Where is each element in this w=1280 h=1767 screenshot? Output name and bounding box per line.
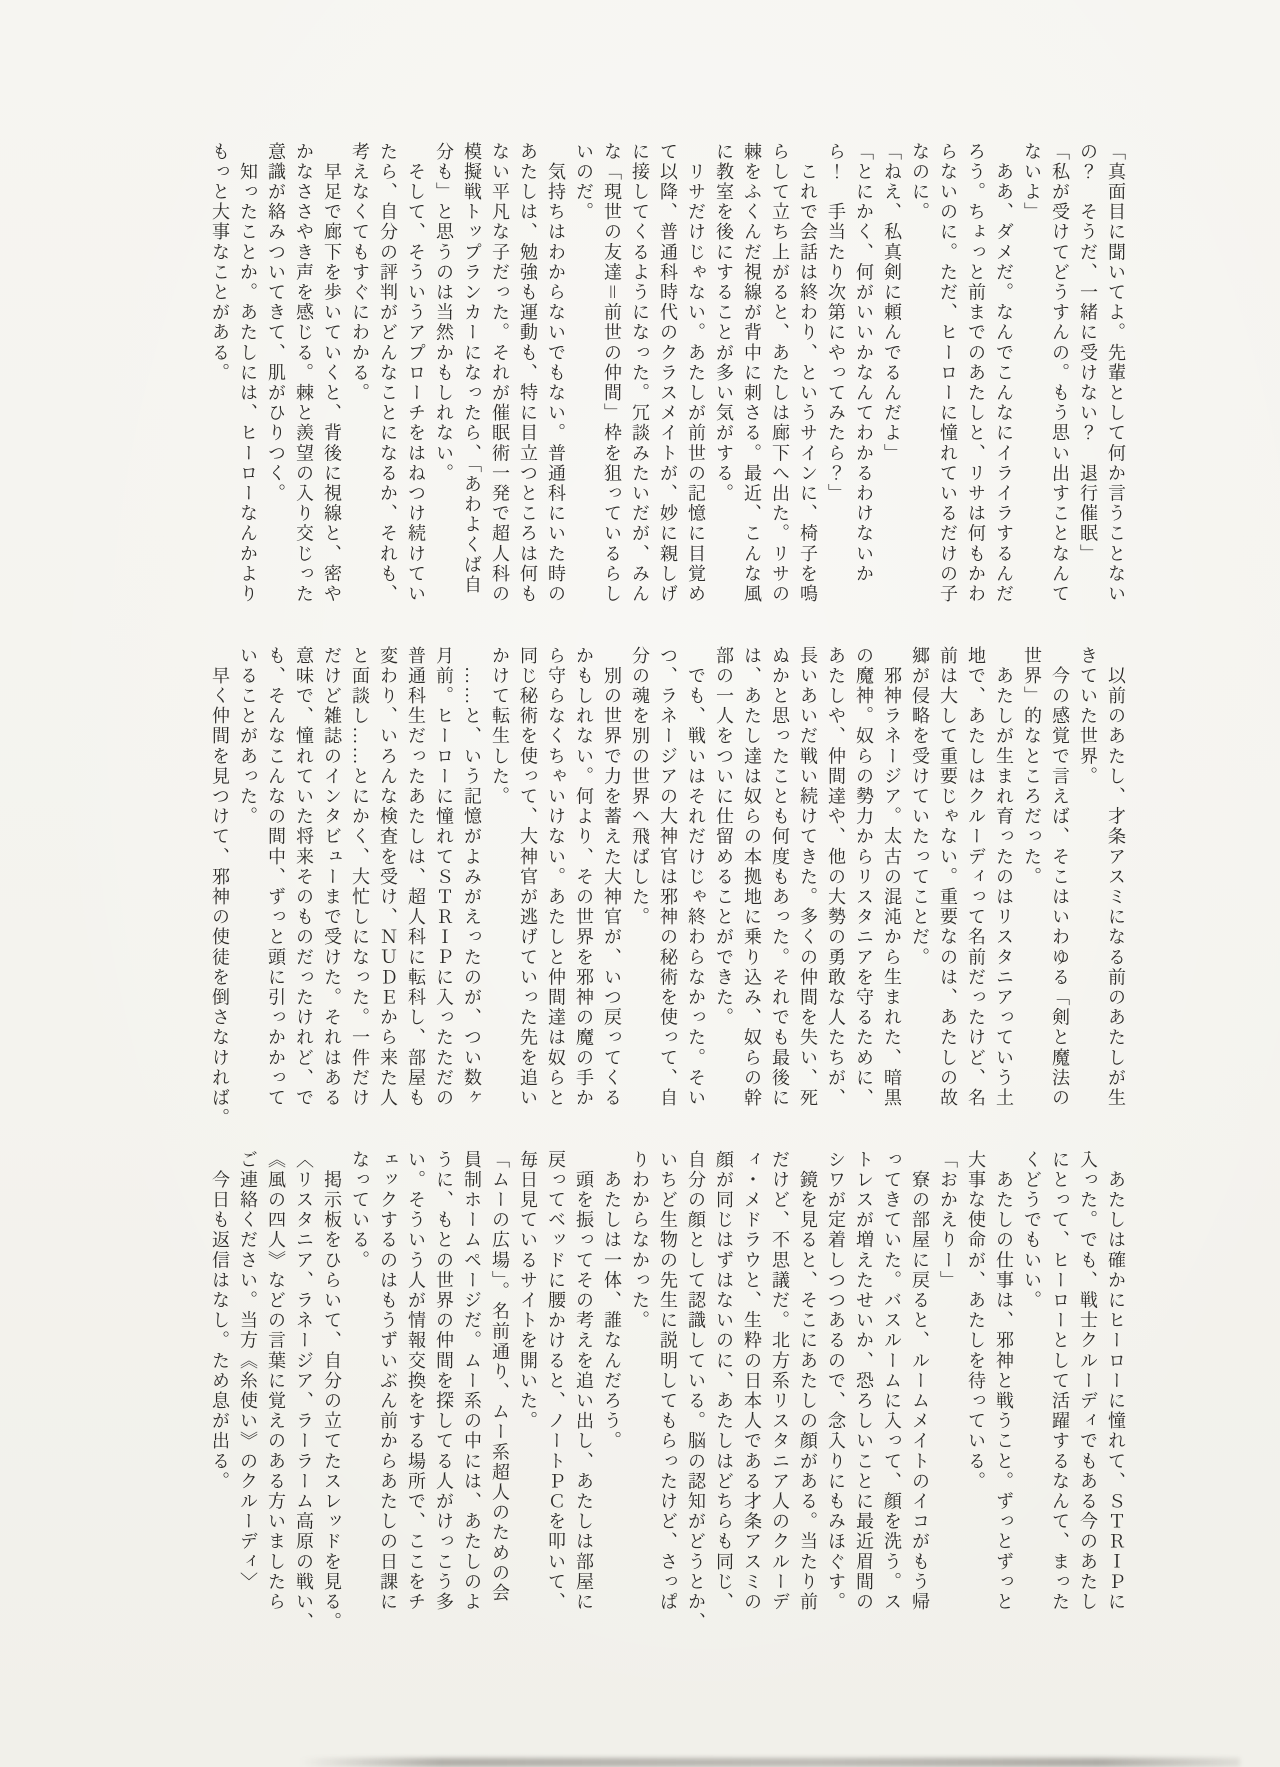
text-line: 以前のあたし、才条アスミになる前のあたしが生 bbox=[1106, 646, 1126, 1109]
text-line: 変わり、いろんな検査を受け、ＮＵＤＥから来た人 bbox=[378, 646, 398, 1109]
text-line: は、あたし達は奴らの本拠地に乗り込み、奴らの幹 bbox=[742, 646, 762, 1109]
text-line: 今日も返信はなし。ため息が出る。 bbox=[210, 1150, 230, 1492]
text-line: 〈リスタニア、ラネージア、ラーラーム高原の戦い、 bbox=[294, 1150, 314, 1633]
text-line: あたしは、勉強も運動も、特に目立つところは何も bbox=[518, 142, 538, 605]
text-line: いちど生物の先生に説明してもらったけど、さっぱ bbox=[658, 1150, 678, 1613]
text-line: リサだけじゃない。あたしが前世の記憶に目覚め bbox=[686, 142, 706, 605]
text-block-top bbox=[206, 142, 1130, 608]
text-line: あたしの仕事は、邪神と戦うこと。ずっとずっと bbox=[994, 1150, 1014, 1613]
text-line: 入った。でも、戦士クルーディでもある今のあたし bbox=[1078, 1150, 1098, 1613]
text-line: 模擬戦トップランカーになったら、「あわよくば自 bbox=[462, 142, 482, 596]
text-line: かもしれない。何より、その世界を邪神の魔の手か bbox=[574, 646, 594, 1109]
text-line: いのだ。 bbox=[574, 142, 594, 223]
text-line: 「真面目に聞いてよ。先輩として何か言うことない bbox=[1106, 142, 1126, 605]
text-line: らないのに。ただ、ヒーローに憧れているだけの子 bbox=[938, 142, 958, 605]
text-line: ら！ 手当たり次第にやってみたら？」 bbox=[826, 142, 846, 504]
text-line: トレスが増えたせいか、恐ろしいことに最近眉間の bbox=[854, 1150, 874, 1613]
text-line: あたしは一体、誰なんだろう。 bbox=[602, 1150, 622, 1452]
text-line: かけて転生した。 bbox=[490, 646, 510, 807]
text-line: もっと大事なことがある。 bbox=[210, 142, 230, 384]
text-line: うに、もとの世界の仲間を探してる人がけっこう多 bbox=[434, 1150, 454, 1613]
text-line: にとって、ヒーローとして活躍するなんて、まった bbox=[1050, 1150, 1070, 1613]
text-line: でも、戦いはそれだけじゃ終わらなかった。そい bbox=[686, 646, 706, 1109]
text-line: ィ・メドラウと、生粋の日本人である才条アスミの bbox=[742, 1150, 762, 1613]
text-line: 分の魂を別の世界へ飛ばした。 bbox=[630, 646, 650, 928]
text-line: 地で、あたしはクルーディって名前だったけど、名 bbox=[966, 646, 986, 1109]
text-line: 毎日見ているサイトを開いた。 bbox=[518, 1150, 538, 1432]
text-block-middle bbox=[206, 646, 1130, 1129]
text-line: 部の一人をついに仕留めることができた。 bbox=[714, 646, 734, 1028]
text-line: りわからなかった。 bbox=[630, 1150, 650, 1331]
text-line: ってきていた。バスルームに入って、顔を洗う。ス bbox=[882, 1150, 902, 1613]
text-line: そして、そういうアプローチをはねつけ続けてい bbox=[406, 142, 426, 605]
text-line: 気持ちはわからないでもない。普通科にいた時の bbox=[546, 142, 566, 605]
text-line: 月前。ヒーローに憧れてＳＴＲＩＰに入ったただの bbox=[434, 646, 454, 1109]
text-line: たら、自分の評判がどんなことになるか、それも、 bbox=[378, 142, 398, 605]
text-line: 大事な使命が、あたしを待っている。 bbox=[966, 1150, 986, 1492]
text-line: あたしや、仲間達や、他の大勢の勇敢な人たちが、 bbox=[826, 646, 846, 1109]
text-line: 意識が絡みついてきて、肌がひりつく。 bbox=[266, 142, 286, 504]
text-line: かなささやき声を感じる。棘と羨望の入り交じった bbox=[294, 142, 314, 605]
text-line: だけど、不思議だ。北方系リスタニア人のクルーデ bbox=[770, 1150, 790, 1613]
text-line: 「私が受けてどうすんの。もう思い出すことなんて bbox=[1050, 142, 1070, 605]
text-line: 頭を振ってその考えを追い出し、あたしは部屋に bbox=[574, 1150, 594, 1613]
text-line: な「現世の友達＝前世の仲間」枠を狙っているらし bbox=[602, 142, 622, 605]
text-line: て以降、普通科時代のクラスメイトが、妙に親しげ bbox=[658, 142, 678, 605]
text-line: 「ムーの広場」。名前通り、ムー系超人のための会 bbox=[490, 1150, 510, 1604]
text-line: 知ったことか。あたしには、ヒーローなんかより bbox=[238, 142, 258, 605]
text-line: なのに。 bbox=[910, 142, 930, 223]
text-line: 棘をふくんだ視線が背中に刺さる。最近、こんな風 bbox=[742, 142, 762, 605]
text-line: きていた世界。 bbox=[1078, 646, 1098, 787]
text-line: 掲示板をひらいて、自分の立てたスレッドを見る。 bbox=[322, 1150, 342, 1633]
text-line: 郷が侵略を受けていたってことだ。 bbox=[910, 646, 930, 968]
text-line: 鏡を見ると、そこにあたしの顔がある。当たり前 bbox=[798, 1150, 818, 1613]
text-line: ないよ」 bbox=[1022, 142, 1042, 223]
text-line: 別の世界で力を蓄えた大神官が、いつ戻ってくる bbox=[602, 646, 622, 1109]
text-line: 早く仲間を見つけて、邪神の使徒を倒さなければ。 bbox=[210, 646, 230, 1129]
text-line: くどうでもいい。 bbox=[1022, 1150, 1042, 1311]
text-line: ら守らなくちゃいけない。あたしと仲間達は奴らと bbox=[546, 646, 566, 1109]
text-line: 「おかえりー」 bbox=[938, 1150, 958, 1291]
scan-edge-shadow bbox=[300, 1758, 1240, 1767]
text-line: いることがあった。 bbox=[238, 646, 258, 827]
text-line: 員制ホームページだ。ムー系の中には、あたしのよ bbox=[462, 1150, 482, 1613]
text-line: 「とにかく、何がいいかなんてわかるわけないか bbox=[854, 142, 874, 585]
text-line: ェックするのはもうずいぶん前からあたしの日課に bbox=[378, 1150, 398, 1613]
text-line: 普通科生だったあたしは、超人科に転科し、部屋も bbox=[406, 646, 426, 1109]
text-line: らして立ち上がると、あたしは廊下へ出た。リサの bbox=[770, 142, 790, 605]
text-line: 同じ秘術を使って、大神官が逃げていった先を追い bbox=[518, 646, 538, 1109]
text-line: ……と、いう記憶がよみがえったのが、つい数ヶ bbox=[462, 646, 482, 1109]
text-line: 今の感覚で言えば、そこはいわゆる「剣と魔法の bbox=[1050, 646, 1070, 1109]
text-block-bottom bbox=[206, 1150, 1130, 1633]
text-line: 自分の顔として認識している。脳の認知がどうとか、 bbox=[686, 1150, 706, 1633]
text-line: ろう。ちょっと前までのあたしと、リサは何もかわ bbox=[966, 142, 986, 605]
text-line: 世界」的なところだった。 bbox=[1022, 646, 1042, 888]
text-line: あたしは確かにヒーローに憧れて、ＳＴＲＩＰに bbox=[1106, 1150, 1126, 1613]
text-line: 「ねえ、私真剣に頼んでるんだよ」 bbox=[882, 142, 902, 464]
text-line: 《風の四人》などの言葉に覚えのある方いましたら bbox=[266, 1150, 286, 1613]
text-line: 顔が同じはずはないのに、あたしはどちらも同じ、 bbox=[714, 1150, 734, 1613]
text-line: なっている。 bbox=[350, 1150, 370, 1271]
text-line: 前は大して重要じゃない。重要なのは、あたしの故 bbox=[938, 646, 958, 1109]
text-line: あたしが生まれ育ったのはリスタニアっていう土 bbox=[994, 646, 1014, 1109]
text-line: 邪神ラネージア。太古の混沌から生まれた、暗黒 bbox=[882, 646, 902, 1109]
text-line: 意味で、憧れていた将来そのものだったけれど、で bbox=[294, 646, 314, 1109]
text-line: に教室を後にすることが多い気がする。 bbox=[714, 142, 734, 504]
text-line: 戻ってベッドに腰かけると、ノートＰＣを叩いて、 bbox=[546, 1150, 566, 1613]
text-line: ぬかと思ったことも何度もあった。それでも最後に bbox=[770, 646, 790, 1109]
text-line: 長いあいだ戦い続けてきた。多くの仲間を失い、死 bbox=[798, 646, 818, 1109]
text-line: に接してくるようになった。冗談みたいだが、みん bbox=[630, 142, 650, 605]
text-line: シワが定着しつつあるので、念入りにもみほぐす。 bbox=[826, 1150, 846, 1613]
text-line: ご連絡ください。当方《糸使い》のクルーディ〉 bbox=[238, 1150, 258, 1593]
text-line: 寮の部屋に戻ると、ルームメイトのイコがもう帰 bbox=[910, 1150, 930, 1613]
text-line: の魔神。奴らの勢力からリスタニアを守るために、 bbox=[854, 646, 874, 1109]
text-line: い。そういう人が情報交換をする場所で、ここをチ bbox=[406, 1150, 426, 1613]
text-line: 分も」と思うのは当然かもしれない。 bbox=[434, 142, 454, 484]
text-line: つ、ラネージアの大神官は邪神の秘術を使って、自 bbox=[658, 646, 678, 1109]
text-line: ああ、ダメだ。なんでこんなにイライラするんだ bbox=[994, 142, 1014, 605]
text-line: ない平凡な子だった。それが催眠術一発で超人科の bbox=[490, 142, 510, 605]
text-line: だけど雑誌のインタビューまで受けた。それはある bbox=[322, 646, 342, 1109]
text-line: の？ そうだ、一緒に受けない？ 退行催眠」 bbox=[1078, 142, 1098, 565]
text-line: これで会話は終わり、というサインに、椅子を鳴 bbox=[798, 142, 818, 605]
text-line: 早足で廊下を歩いていくと、背後に視線と、密や bbox=[322, 142, 342, 605]
text-line: も、そんなこんなの間中、ずっと頭に引っかかって bbox=[266, 646, 286, 1109]
text-line: と面談し……とにかく、大忙しになった。一件だけ bbox=[350, 646, 370, 1109]
text-line: 考えなくてもすぐにわかる。 bbox=[350, 142, 370, 404]
